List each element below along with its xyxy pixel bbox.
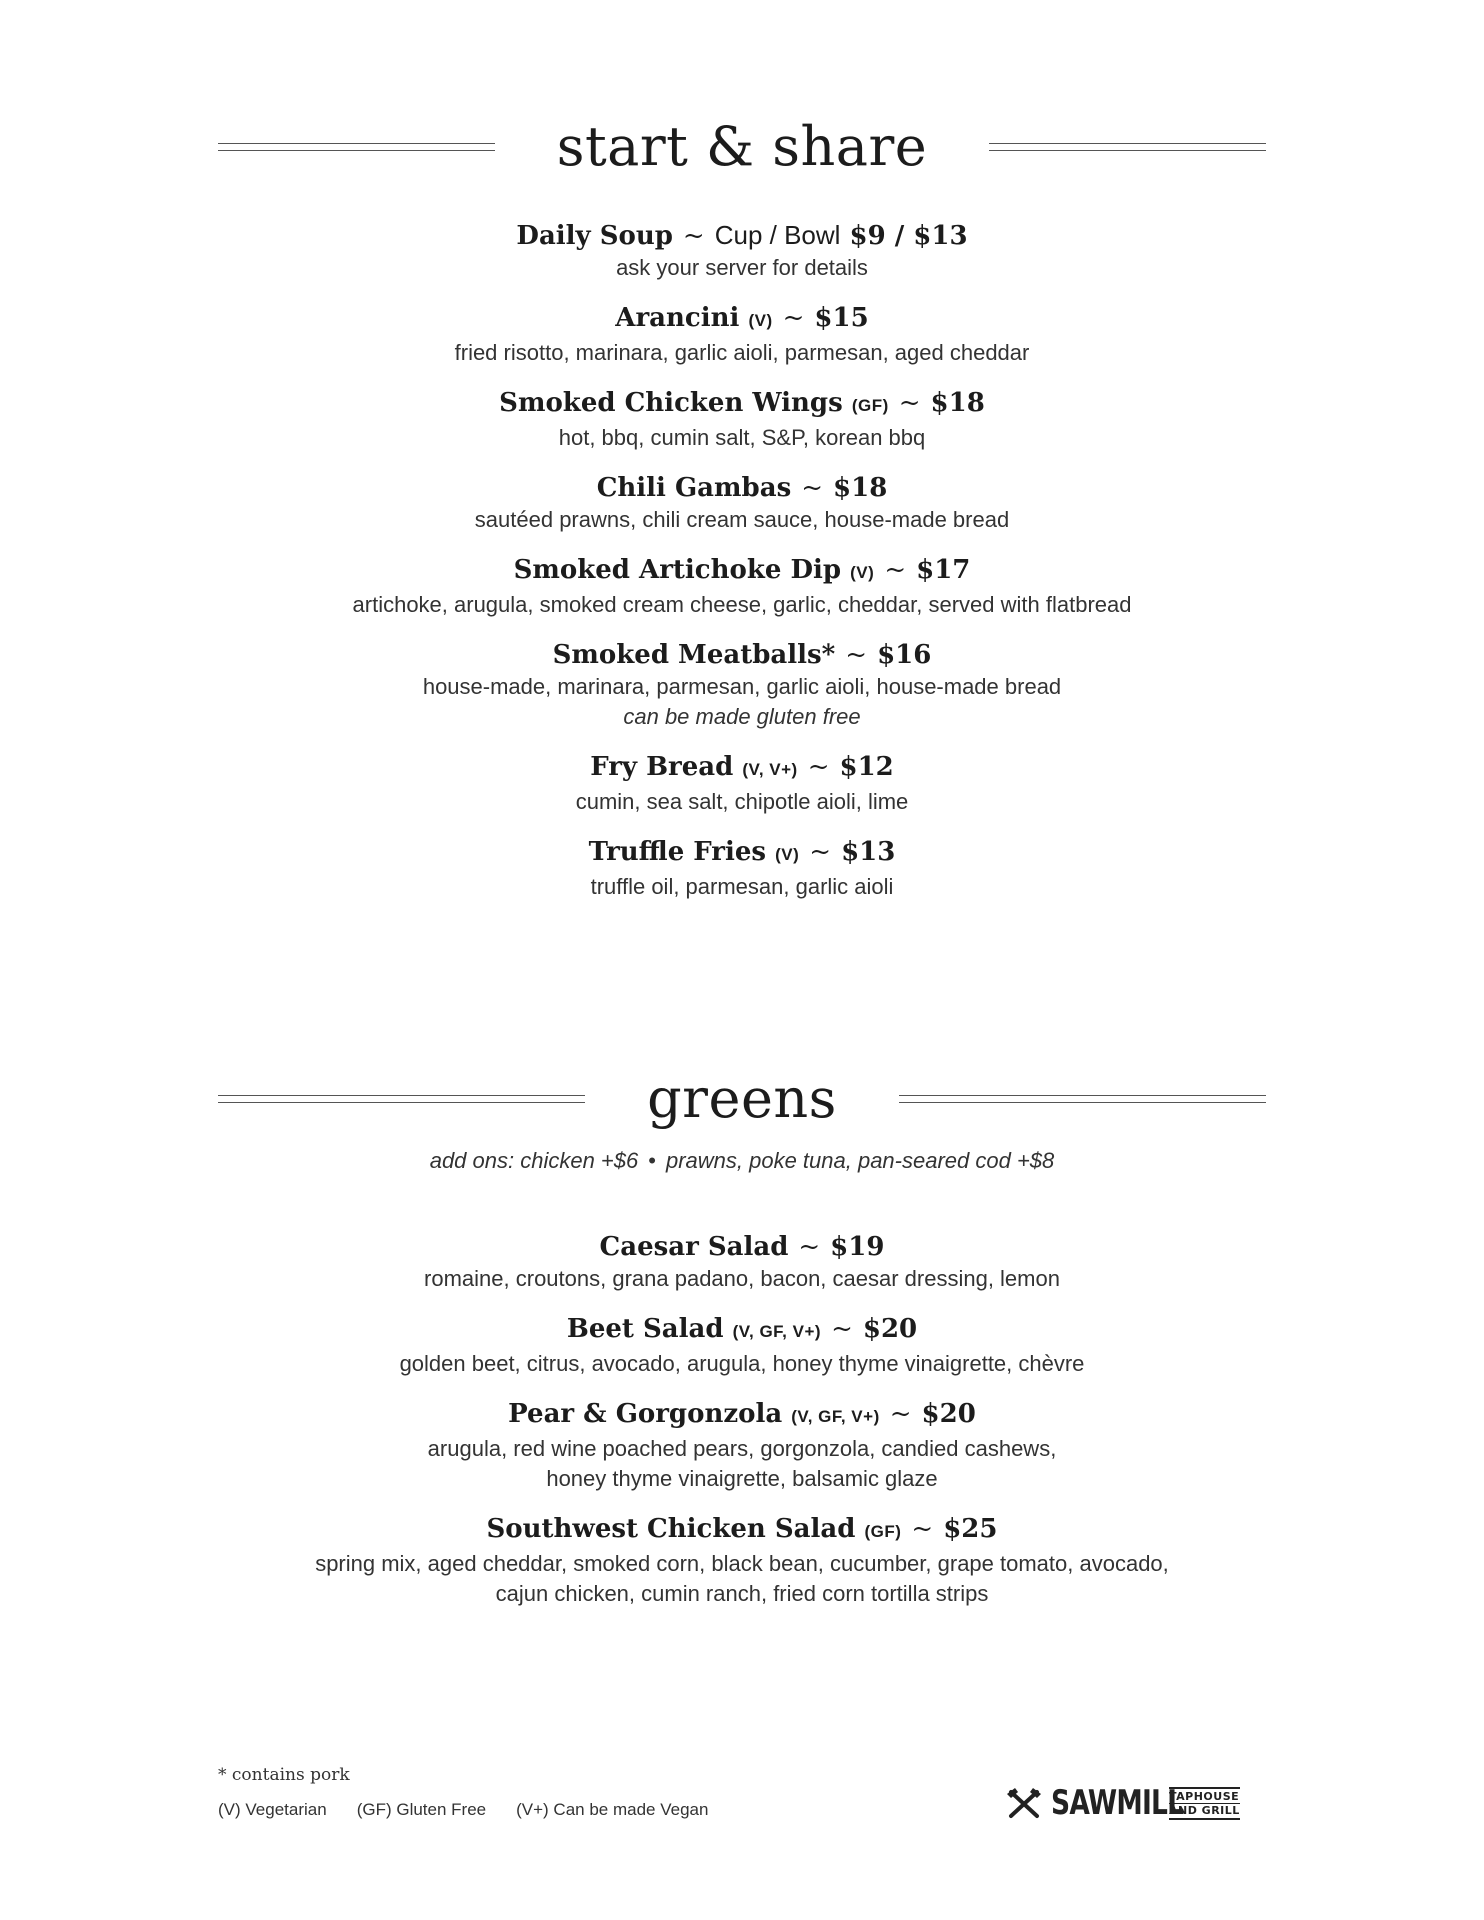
separator: ~ xyxy=(807,752,830,782)
crossed-axes-icon xyxy=(1005,1786,1043,1820)
item-title xyxy=(218,638,1266,672)
section-title: greens xyxy=(647,1067,837,1130)
item-name: Beet Salad xyxy=(566,1314,724,1344)
item-title xyxy=(218,1312,1266,1349)
item-price: $18 xyxy=(930,388,985,418)
item-price: $20 xyxy=(862,1314,918,1344)
separator: ~ xyxy=(898,388,921,418)
item-title xyxy=(218,386,1266,423)
legend-gluten-free: (GF) Gluten Free xyxy=(356,1800,487,1819)
dietary-tag: (GF) xyxy=(864,1522,902,1541)
dietary-legend xyxy=(218,1800,708,1820)
menu-item xyxy=(218,1397,1266,1494)
item-title xyxy=(218,750,1266,787)
item-name: Arancini xyxy=(615,303,740,333)
item-description: ask your server for details xyxy=(616,255,868,280)
item-price: $19 xyxy=(830,1232,885,1262)
separator: ~ xyxy=(911,1514,934,1544)
item-description: romaine, croutons, grana padano, bacon, caesar dressing, lemon xyxy=(424,1266,1060,1291)
header-rule-left xyxy=(218,143,495,151)
menu-item xyxy=(218,301,1266,368)
item-description: house-made, marinara, parmesan, garlic aioli, house-made bread xyxy=(422,674,1062,699)
item-title xyxy=(218,301,1266,338)
item-name: Truffle Fries xyxy=(588,837,767,867)
separator: ~ xyxy=(798,1232,821,1262)
separator: ~ xyxy=(884,555,907,585)
item-price: $16 xyxy=(877,640,932,670)
header-rule-right xyxy=(989,143,1266,151)
separator: ~ xyxy=(889,1399,912,1429)
bullet-separator: • xyxy=(648,1148,656,1173)
dietary-tag: (V) xyxy=(850,563,875,582)
item-description-line2: cajun chicken, cumin ranch, fried corn tortilla strips xyxy=(495,1581,989,1606)
dietary-tag: (V, V+) xyxy=(742,760,798,779)
legend-vegetarian: (V) Vegetarian xyxy=(218,1800,327,1819)
menu-item xyxy=(218,386,1266,453)
dietary-tag: (GF) xyxy=(851,396,889,415)
item-name: Caesar Salad xyxy=(599,1232,789,1262)
item-price: $15 xyxy=(814,303,869,333)
section-title: start & share xyxy=(556,115,928,178)
dietary-tag: (V, GF, V+) xyxy=(791,1407,880,1426)
dietary-tag: (V, GF, V+) xyxy=(732,1322,822,1341)
price-prefix: Cup / Bowl xyxy=(714,220,841,250)
menu-item xyxy=(218,835,1266,902)
menu-item xyxy=(218,218,1266,283)
item-description: spring mix, aged cheddar, smoked corn, black bean, cucumber, grape tomato, avocado, xyxy=(315,1551,1169,1576)
item-description: truffle oil, parmesan, garlic aioli xyxy=(590,874,894,899)
item-name: Southwest Chicken Salad xyxy=(486,1514,856,1544)
separator: ~ xyxy=(831,1314,853,1344)
item-name: Pear & Gorgonzola xyxy=(508,1399,783,1429)
item-title xyxy=(218,218,1266,253)
separator: ~ xyxy=(682,221,705,251)
item-name: Smoked Meatballs* xyxy=(552,640,836,670)
logo-sub-line1: TAPHOUSE xyxy=(1169,1789,1240,1803)
item-note: can be made gluten free xyxy=(623,704,861,729)
menu-item xyxy=(218,553,1266,620)
greens-header xyxy=(218,1067,1266,1130)
item-price: $13 xyxy=(841,837,896,867)
item-description: artichoke, arugula, smoked cream cheese, garlic, cheddar, served with flatbread xyxy=(352,592,1132,617)
item-price: $25 xyxy=(943,1514,998,1544)
item-price: $12 xyxy=(839,752,894,782)
item-name: Daily Soup xyxy=(516,221,673,251)
dietary-tag: (V) xyxy=(775,845,800,864)
item-title xyxy=(218,471,1266,505)
logo-sub-line2: AND GRILL xyxy=(1169,1803,1240,1817)
item-title xyxy=(218,1397,1266,1434)
greens-list xyxy=(218,1230,1266,1627)
item-name: Chili Gambas xyxy=(596,473,792,503)
item-description: sautéed prawns, chili cream sauce, house-made bread xyxy=(474,507,1010,532)
item-description: arugula, red wine poached pears, gorgonzola, candied cashews, xyxy=(427,1436,1057,1461)
menu-item xyxy=(218,1312,1266,1379)
item-description: golden beet, citrus, avocado, arugula, honey thyme vinaigrette, chèvre xyxy=(399,1351,1085,1376)
addons-line xyxy=(218,1148,1266,1174)
menu-item xyxy=(218,1512,1266,1609)
item-description: fried risotto, marinara, garlic aioli, parmesan, aged cheddar xyxy=(454,340,1030,365)
item-description-line2: honey thyme vinaigrette, balsamic glaze xyxy=(546,1466,938,1491)
item-title xyxy=(218,1230,1266,1264)
item-price: $9 / $13 xyxy=(849,221,968,251)
separator: ~ xyxy=(801,473,824,503)
legend-vegan: (V+) Can be made Vegan xyxy=(516,1800,709,1819)
header-rule-right xyxy=(899,1095,1266,1103)
item-title xyxy=(218,553,1266,590)
menu-item xyxy=(218,638,1266,732)
header-rule-left xyxy=(218,1095,585,1103)
logo-wordmark: SAWMILL xyxy=(1051,1783,1184,1823)
item-name: Fry Bread xyxy=(590,752,734,782)
separator: ~ xyxy=(809,837,832,867)
item-name: Smoked Chicken Wings xyxy=(499,388,843,418)
item-description: cumin, sea salt, chipotle aioli, lime xyxy=(575,789,909,814)
addons-left: add ons: chicken +$6 xyxy=(429,1148,639,1173)
separator: ~ xyxy=(782,303,805,333)
item-name: Smoked Artichoke Dip xyxy=(513,555,842,585)
menu-item xyxy=(218,471,1266,535)
addons-right: prawns, poke tuna, pan-seared cod +$8 xyxy=(665,1148,1055,1173)
item-title xyxy=(218,1512,1266,1549)
item-description: hot, bbq, cumin salt, S&P, korean bbq xyxy=(558,425,926,450)
sawmill-logo xyxy=(1005,1783,1240,1823)
menu-item xyxy=(218,750,1266,817)
item-price: $20 xyxy=(921,1399,976,1429)
separator: ~ xyxy=(845,640,868,670)
item-price: $17 xyxy=(916,555,971,585)
pork-footnote: * contains pork xyxy=(218,1765,350,1785)
item-price: $18 xyxy=(833,473,888,503)
start-share-header xyxy=(218,115,1266,178)
start-share-list xyxy=(218,218,1266,920)
item-title xyxy=(218,835,1266,872)
menu-item xyxy=(218,1230,1266,1294)
dietary-tag: (V) xyxy=(748,311,773,330)
